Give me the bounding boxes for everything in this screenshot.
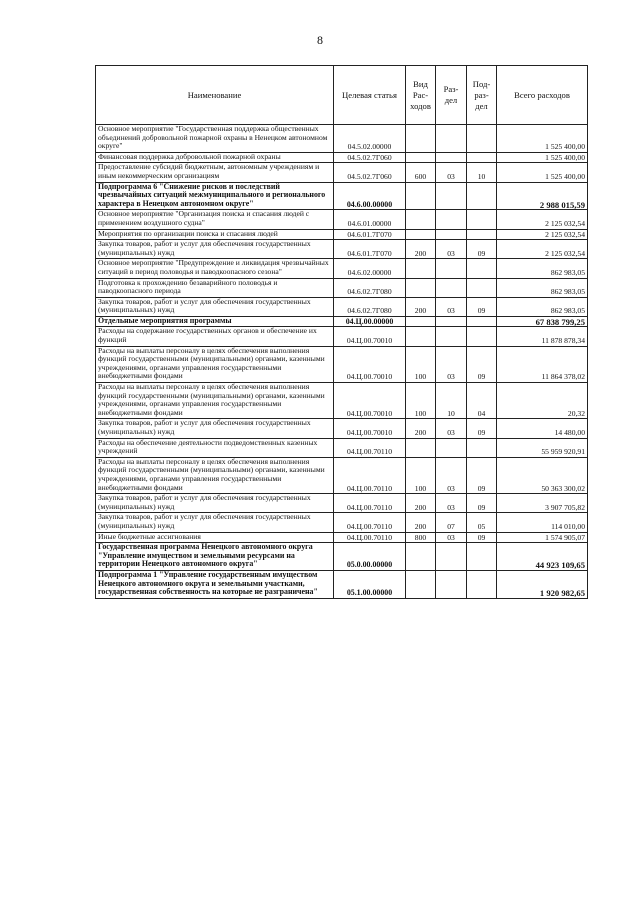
cell-section: 03 [436, 346, 467, 382]
cell-subsection [467, 125, 497, 153]
cell-section [436, 152, 467, 163]
table-row [96, 543, 588, 571]
budget-table [95, 65, 588, 599]
cell-total: 1 920 982,65 [497, 570, 588, 598]
cell-total: 20,32 [497, 383, 588, 419]
table-row [96, 278, 588, 297]
cell-section [436, 316, 467, 327]
cell-total: 44 923 109,65 [497, 543, 588, 571]
cell-name: Расходы на обеспечение деятельности подведомственных казенных учреждений [96, 438, 334, 457]
cell-section [436, 327, 467, 346]
cell-name: Расходы на содержание государственных органов и обеспечение их функций [96, 327, 334, 346]
cell-expense-type [406, 152, 436, 163]
cell-subsection: 10 [467, 163, 497, 182]
cell-target-article: 05.0.00.00000 [334, 543, 406, 571]
table-row [96, 419, 588, 438]
cell-section [436, 125, 467, 153]
cell-expense-type: 100 [406, 383, 436, 419]
cell-name: Основное мероприятие "Организация поиска и спасания людей с применением воздушного судна" [96, 210, 334, 229]
cell-section: 03 [436, 297, 467, 316]
cell-target-article: 04.Ц.00.70010 [334, 419, 406, 438]
cell-total: 862 983,05 [497, 259, 588, 278]
cell-total: 1 525 400,00 [497, 163, 588, 182]
cell-expense-type [406, 259, 436, 278]
cell-expense-type [406, 543, 436, 571]
cell-subsection [467, 438, 497, 457]
cell-section: 10 [436, 383, 467, 419]
cell-target-article: 05.1.00.00000 [334, 570, 406, 598]
cell-subsection [467, 316, 497, 327]
table-row [96, 240, 588, 259]
cell-expense-type: 200 [406, 419, 436, 438]
cell-target-article: 04.6.01.7Г070 [334, 240, 406, 259]
cell-expense-type: 100 [406, 457, 436, 493]
cell-name: Отдельные мероприятия программы [96, 316, 334, 327]
cell-total: 50 363 300,02 [497, 457, 588, 493]
table-row [96, 125, 588, 153]
cell-target-article: 04.Ц.00.70110 [334, 513, 406, 532]
cell-subsection [467, 278, 497, 297]
cell-section: 03 [436, 419, 467, 438]
table-row [96, 229, 588, 240]
cell-expense-type: 200 [406, 297, 436, 316]
cell-total: 2 125 032,54 [497, 229, 588, 240]
table-row [96, 152, 588, 163]
cell-expense-type: 200 [406, 513, 436, 532]
table-row [96, 259, 588, 278]
cell-section: 03 [436, 240, 467, 259]
cell-expense-type [406, 278, 436, 297]
cell-section [436, 182, 467, 210]
cell-subsection [467, 182, 497, 210]
cell-section [436, 259, 467, 278]
header-section: Раз-дел [436, 66, 467, 125]
cell-expense-type: 600 [406, 163, 436, 182]
cell-target-article: 04.Ц.00.70010 [334, 327, 406, 346]
cell-target-article: 04.6.02.00000 [334, 259, 406, 278]
cell-name: Подпрограмма 1 "Управление государственным имуществом Ненецкого автономного округа и земельными участками, государственная собственность на которые не разграничена" [96, 570, 334, 598]
cell-section: 07 [436, 513, 467, 532]
cell-expense-type: 200 [406, 240, 436, 259]
cell-subsection [467, 259, 497, 278]
table-row [96, 532, 588, 543]
table-row [96, 163, 588, 182]
cell-subsection: 09 [467, 457, 497, 493]
cell-name: Иные бюджетные ассигнования [96, 532, 334, 543]
cell-total: 1 525 400,00 [497, 125, 588, 153]
cell-expense-type [406, 327, 436, 346]
cell-total: 11 864 378,02 [497, 346, 588, 382]
header-name: Наименование [96, 66, 334, 125]
cell-expense-type [406, 570, 436, 598]
cell-section: 03 [436, 494, 467, 513]
table-row [96, 316, 588, 327]
cell-subsection: 09 [467, 532, 497, 543]
cell-section: 03 [436, 163, 467, 182]
cell-subsection: 09 [467, 240, 497, 259]
cell-name: Расходы на выплаты персоналу в целях обеспечения выполнения функций государственными (муниципальными) органами, казенными учреждениями, органами управления государственными внебюджетными фондами [96, 383, 334, 419]
table-row [96, 383, 588, 419]
table-body [96, 125, 588, 599]
cell-target-article: 04.Ц.00.70110 [334, 532, 406, 543]
cell-subsection [467, 327, 497, 346]
table-row [96, 438, 588, 457]
cell-total: 114 010,00 [497, 513, 588, 532]
cell-expense-type [406, 125, 436, 153]
cell-total: 1 574 905,07 [497, 532, 588, 543]
cell-total: 2 125 032,54 [497, 240, 588, 259]
cell-subsection: 09 [467, 346, 497, 382]
cell-target-article: 04.5.02.7Г060 [334, 163, 406, 182]
header-expense-type: Вид Рас-ходов [406, 66, 436, 125]
cell-expense-type [406, 210, 436, 229]
cell-total: 862 983,05 [497, 278, 588, 297]
cell-total: 3 907 705,82 [497, 494, 588, 513]
cell-section [436, 229, 467, 240]
cell-name: Подпрограмма 6 "Снижение рисков и последствий чрезвычайных ситуаций межмуниципального и регионального характера в Ненецком автономном округе" [96, 182, 334, 210]
cell-subsection [467, 543, 497, 571]
cell-subsection: 09 [467, 297, 497, 316]
cell-subsection [467, 570, 497, 598]
cell-name: Закупка товаров, работ и услуг для обеспечения государственных (муниципальных) нужд [96, 297, 334, 316]
cell-name: Закупка товаров, работ и услуг для обеспечения государственных (муниципальных) нужд [96, 240, 334, 259]
cell-name: Мероприятия по организации поиска и спасания людей [96, 229, 334, 240]
table-row [96, 570, 588, 598]
cell-total: 55 959 920,91 [497, 438, 588, 457]
cell-expense-type [406, 316, 436, 327]
cell-target-article: 04.Ц.00.70010 [334, 346, 406, 382]
cell-section [436, 438, 467, 457]
cell-name: Расходы на выплаты персоналу в целях обеспечения выполнения функций государственными (муниципальными) органами, казенными учреждениями, органами управления государственными внебюджетными фондами [96, 457, 334, 493]
cell-target-article: 04.Ц.00.00000 [334, 316, 406, 327]
cell-name: Финансовая поддержка добровольной пожарной охраны [96, 152, 334, 163]
cell-name: Основное мероприятие "Государственная поддержка общественных объединений добровольной пожарной охраны в Ненецком автономном округе" [96, 125, 334, 153]
cell-expense-type: 200 [406, 494, 436, 513]
cell-target-article: 04.6.01.00000 [334, 210, 406, 229]
cell-name: Предоставление субсидий бюджетным, автономным учреждениям и иным некоммерческим организациям [96, 163, 334, 182]
table-row [96, 210, 588, 229]
cell-name: Расходы на выплаты персоналу в целях обеспечения выполнения функций государственными (муниципальными) органами, казенными учреждениями, органами управления государственными внебюджетными фондами [96, 346, 334, 382]
cell-target-article: 04.Ц.00.70110 [334, 457, 406, 493]
cell-target-article: 04.6.02.7Г080 [334, 297, 406, 316]
cell-subsection [467, 210, 497, 229]
header-subsection: Под-раз-дел [467, 66, 497, 125]
table-row [96, 457, 588, 493]
cell-subsection [467, 229, 497, 240]
cell-subsection: 09 [467, 419, 497, 438]
cell-target-article: 04.6.00.00000 [334, 182, 406, 210]
cell-target-article: 04.6.02.7Г080 [334, 278, 406, 297]
cell-subsection [467, 152, 497, 163]
cell-total: 14 480,00 [497, 419, 588, 438]
cell-expense-type: 800 [406, 532, 436, 543]
cell-target-article: 04.Ц.00.70110 [334, 494, 406, 513]
table-row [96, 327, 588, 346]
cell-target-article: 04.Ц.00.70010 [334, 383, 406, 419]
cell-total: 2 125 032,54 [497, 210, 588, 229]
cell-target-article: 04.6.01.7Г070 [334, 229, 406, 240]
header-total-expenses: Всего расходов [497, 66, 588, 125]
cell-expense-type: 100 [406, 346, 436, 382]
cell-section [436, 570, 467, 598]
cell-name: Подготовка к прохождению безаварийного половодья и паводкоопасного периода [96, 278, 334, 297]
cell-name: Основное мероприятие "Предупреждение и ликвидация чрезвычайных ситуаций в период половодья и паводкоопасного сезона" [96, 259, 334, 278]
cell-name: Закупка товаров, работ и услуг для обеспечения государственных (муниципальных) нужд [96, 513, 334, 532]
table-row [96, 513, 588, 532]
cell-target-article: 04.Ц.00.70110 [334, 438, 406, 457]
cell-total: 2 988 015,59 [497, 182, 588, 210]
table-header-row [96, 66, 588, 125]
cell-section [436, 543, 467, 571]
cell-name: Государственная программа Ненецкого автономного округа "Управление имуществом и земельными ресурсами на территории Ненецкого автономного округа" [96, 543, 334, 571]
page-number: 8 [317, 33, 323, 47]
cell-target-article: 04.5.02.7Г060 [334, 152, 406, 163]
cell-total: 11 878 878,34 [497, 327, 588, 346]
cell-expense-type [406, 182, 436, 210]
table-row [96, 494, 588, 513]
table-row [96, 346, 588, 382]
table-row [96, 297, 588, 316]
header-target-article: Целевая статья [334, 66, 406, 125]
cell-target-article: 04.5.02.00000 [334, 125, 406, 153]
cell-name: Закупка товаров, работ и услуг для обеспечения государственных (муниципальных) нужд [96, 494, 334, 513]
cell-total: 862 983,05 [497, 297, 588, 316]
cell-total: 67 838 799,25 [497, 316, 588, 327]
cell-subsection: 05 [467, 513, 497, 532]
cell-subsection: 04 [467, 383, 497, 419]
cell-section: 03 [436, 532, 467, 543]
cell-total: 1 525 400,00 [497, 152, 588, 163]
cell-name: Закупка товаров, работ и услуг для обеспечения государственных (муниципальных) нужд [96, 419, 334, 438]
table-row [96, 182, 588, 210]
cell-subsection: 09 [467, 494, 497, 513]
cell-section [436, 278, 467, 297]
cell-section: 03 [436, 457, 467, 493]
cell-expense-type [406, 438, 436, 457]
cell-section [436, 210, 467, 229]
cell-expense-type [406, 229, 436, 240]
